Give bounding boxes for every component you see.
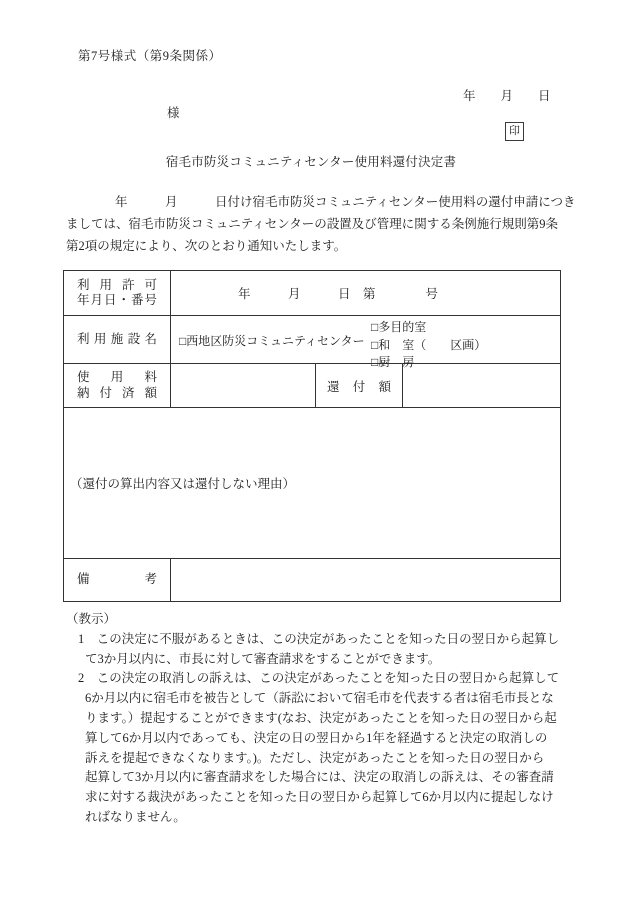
- paid-amount-value-cell: [171, 364, 316, 408]
- reason-cell: [64, 408, 561, 559]
- instruction-line: 2 この決定の取消しの訴えは、この決定があったことを知った日の翌日から起算して: [78, 671, 560, 686]
- instruction-line: ればなりません。: [85, 809, 186, 824]
- facility-label-cell: [64, 316, 171, 364]
- notification-body: [66, 191, 576, 257]
- facility-option: □厨 房: [371, 355, 415, 369]
- instruction-line: ります。）提起することができます(なお、決定があったことを知った日の翌日から起: [85, 710, 557, 725]
- fee-label-cell: [64, 364, 171, 408]
- permit-label-line1: 利用許可: [77, 277, 157, 292]
- permit-row: [64, 271, 561, 316]
- instruction-line: 訴えを提起できなくなります。)。ただし、決定があったことを知った日の翌日から: [85, 750, 545, 765]
- facility-option-list: [371, 319, 486, 372]
- page-title: 宿毛市防災コミュニティセンター使用料還付決定書: [165, 155, 457, 169]
- instruction-line: 1 この決定に不服があるときは、この決定があったことを知った日の翌日から起算し: [78, 631, 560, 646]
- refund-label: 還付額: [327, 379, 391, 394]
- reason-heading: （還付の算出内容又は還付しない理由）: [70, 477, 296, 491]
- remarks-value-cell: [171, 559, 561, 602]
- form-number: 第7号様式（第9条関係）: [78, 49, 222, 63]
- facility-label: 利用施設名: [77, 331, 157, 346]
- instruction-line: 起算して3か月以内に審査請求をした場合には、決定の取消しの訴えは、その審査請: [85, 770, 554, 785]
- instruction-line: 6か月以内に宿毛市を被告として（訴訟において宿毛市を代表する者は宿毛市長とな: [85, 691, 554, 706]
- instructions-section: [66, 610, 578, 828]
- fee-label-line1: 使用料: [77, 370, 157, 384]
- instruction-line: 求に対する裁決があったことを知った日の翌日から起算して6か月以内に提起しなけ: [85, 790, 554, 805]
- facility-value-cell: [171, 316, 561, 369]
- body-line: ましては、宿毛市防災コミュニティセンターの設置及び管理に関する条例施行規則第9条: [66, 217, 559, 231]
- instructions-lines: [66, 630, 578, 828]
- instructions-heading: （教示）: [66, 612, 117, 626]
- seal-stamp-box: 印: [505, 122, 524, 141]
- facility-option-primary: □西地区防災コミュニティセンター: [179, 333, 365, 348]
- facility-row: [64, 316, 561, 364]
- instruction-line: て3か月以内に、市長に対して審査請求をすることができます。: [85, 651, 441, 666]
- addressee-suffix: 様: [167, 106, 180, 120]
- reason-row: [64, 408, 561, 559]
- decision-table: [63, 270, 561, 602]
- remarks-label: 備考: [77, 572, 157, 587]
- remarks-label-cell: [64, 559, 171, 602]
- permit-value-cell: [171, 271, 561, 316]
- body-line: 第2項の規定により、次のとおり通知いたします。: [66, 239, 347, 253]
- permit-label-cell: [64, 271, 171, 316]
- instruction-line: 算して6か月以内であっても、決定の日の翌日から1年を経過すると決定の取消しの: [85, 730, 548, 745]
- facility-option: □多目的室: [371, 320, 427, 334]
- remarks-row: [64, 559, 561, 602]
- issue-date-line: 年 月 日: [463, 89, 551, 103]
- facility-option: □和 室（ 区画）: [371, 337, 487, 352]
- permit-value-text: 年 月 日 第 号: [238, 287, 439, 301]
- permit-label-line2: 年月日・番号: [77, 293, 157, 307]
- body-line: 年 月 日付け宿毛市防災コミュニティセンター使用料の還付申請につき: [115, 195, 576, 209]
- fee-label-line2: 納付済額: [77, 385, 157, 400]
